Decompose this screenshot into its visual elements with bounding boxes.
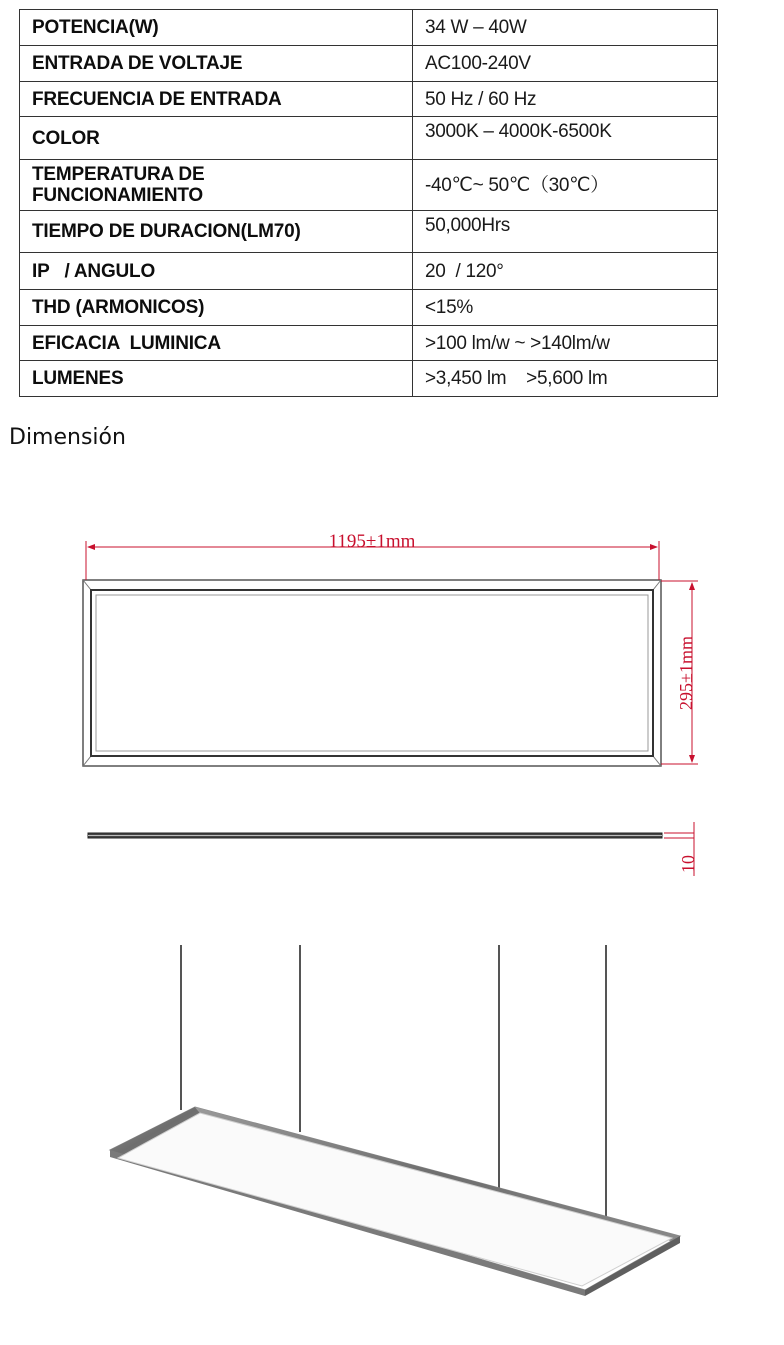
spec-value: <15% [413,290,718,326]
spec-label-line: FUNCIONAMIENTO [32,185,204,206]
spec-label-line: TEMPERATURA DE [32,164,205,185]
spec-label: LUMENES [20,361,413,397]
spec-label: ENTRADA DE VOLTAJE [20,46,413,82]
suspended-panel-illustration [110,945,680,1296]
height-label: 295±1mm [676,636,696,710]
spec-value: 50,000Hrs [413,211,718,253]
spec-value: 20 / 120° [413,253,718,290]
spec-value: AC100-240V [413,46,718,82]
spec-label: FRECUENCIA DE ENTRADA [20,82,413,117]
spec-value: 3000K – 4000K-6500K [413,117,718,160]
spec-label: EFICACIA LUMINICA [20,326,413,361]
spec-label: POTENCIA(W) [20,10,413,46]
spec-label: COLOR [20,117,413,160]
spec-value: >3,450 lm >5,600 lm [413,361,718,397]
spec-label: TIEMPO DE DURACION(LM70) [20,211,413,253]
spec-value: 50 Hz / 60 Hz [413,82,718,117]
spec-label: THD (ARMONICOS) [20,290,413,326]
spec-value: 34 W – 40W [413,10,718,46]
thickness-label: 10 [678,855,698,873]
panel-side-view [88,822,694,876]
width-label: 1195±1mm [328,531,416,552]
spec-label: IP / ANGULO [20,253,413,290]
panel-front-view [83,580,661,766]
spec-value: -40℃~ 50℃（30℃） [413,160,718,211]
section-title: Dimensión [9,425,126,450]
spec-value: >100 lm/w ~ >140lm/w [413,326,718,361]
